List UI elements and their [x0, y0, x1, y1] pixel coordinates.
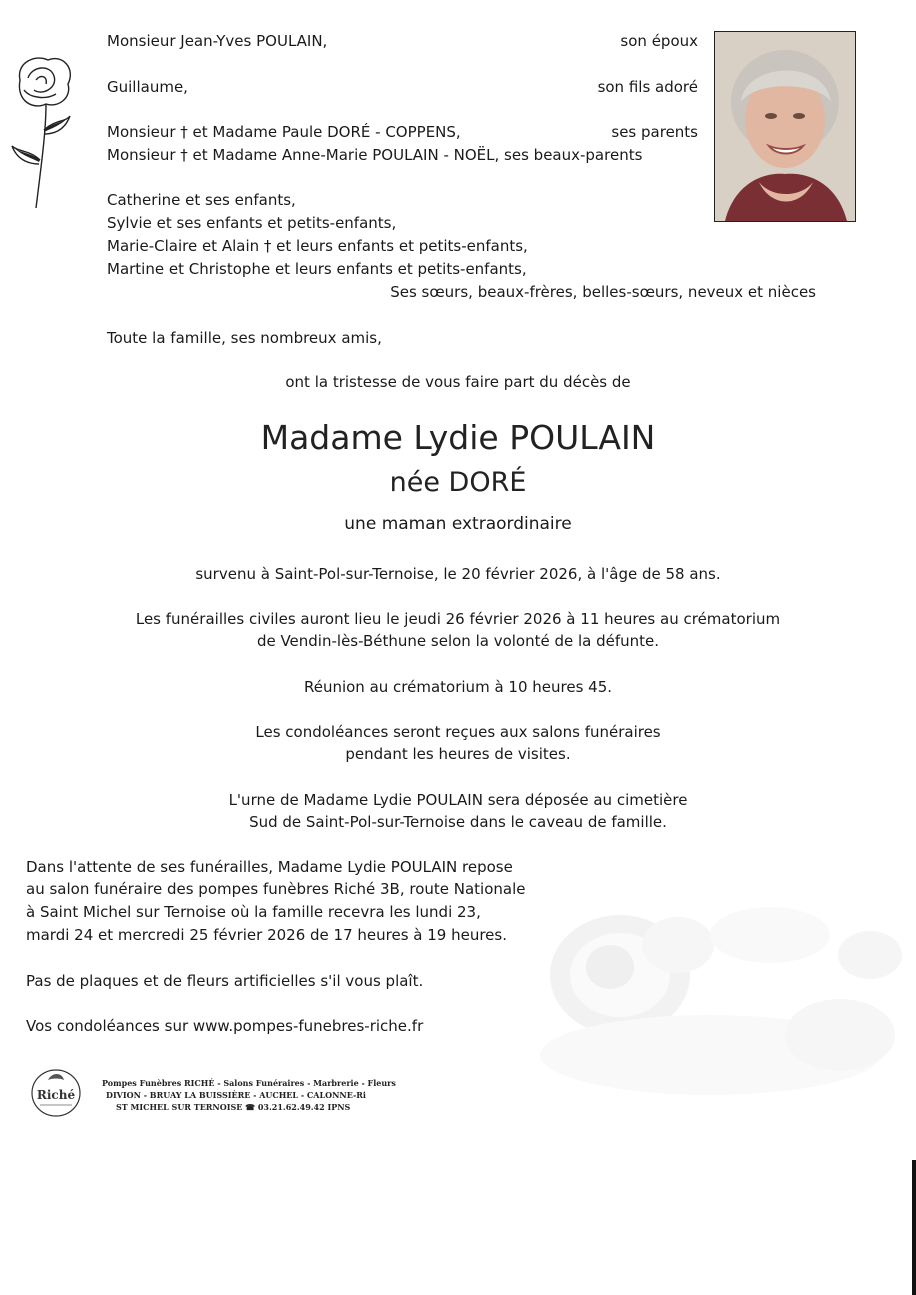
sibling-line: Sylvie et ses enfants et petits-enfants,	[107, 214, 397, 232]
sibling-line: Catherine et ses enfants,	[107, 191, 296, 209]
death-line: survenu à Saint-Pol-sur-Ternoise, le 20 février 2026, à l'âge de 58 ans.	[195, 565, 721, 583]
no-flowers-line: Pas de plaques et de fleurs artificielles s'il vous plaît.	[26, 972, 424, 990]
beaux-parents: Monsieur † et Madame Anne-Marie POULAIN - NOËL, ses beaux-parents	[107, 146, 643, 164]
faded-rose-decoration	[510, 905, 910, 1115]
epoux-name: Monsieur Jean-Yves POULAIN,	[107, 32, 328, 50]
visiting-line: Dans l'attente de ses funérailles, Madame Lydie POULAIN repose	[26, 858, 513, 876]
sibling-line: Martine et Christophe et leurs enfants et petits-enfants,	[107, 260, 527, 278]
fils-name: Guillaume,	[107, 78, 188, 96]
footer-line-3: ST MICHEL SUR TERNOISE ☎ 03.21.62.49.42 IPNS	[116, 1102, 351, 1112]
funeral-line-2: de Vendin-lès-Béthune selon la volonté de la défunte.	[256, 632, 660, 650]
sibling-line: Marie-Claire et Alain † et leurs enfants et petits-enfants,	[107, 237, 528, 255]
deceased-maiden-name: née DORÉ	[389, 467, 527, 498]
siblings-extra: Ses sœurs, beaux-frères, belles-sœurs, neveux et nièces	[390, 283, 816, 301]
urn-line-2: Sud de Saint-Pol-sur-Ternoise dans le caveau de famille.	[249, 813, 667, 831]
portrait-photo	[714, 31, 856, 222]
meeting-line: Réunion au crématorium à 10 heures 45.	[303, 678, 613, 696]
announce-line: ont la tristesse de vous faire part du décès de	[285, 373, 631, 391]
scan-edge-mark	[912, 1160, 916, 1295]
portrait-image	[715, 32, 855, 221]
tribute-line: une maman extraordinaire	[344, 514, 572, 534]
fils-role: son fils adoré	[597, 78, 698, 96]
website-line[interactable]: Vos condoléances sur www.pompes-funebres-riche.fr	[26, 1017, 424, 1035]
funeral-line-1: Les funérailles civiles auront lieu le jeudi 26 février 2026 à 11 heures au crématorium	[135, 610, 781, 628]
parents-name: Monsieur † et Madame Paule DORÉ - COPPENS,	[107, 123, 461, 141]
condolences-line-2: pendant les heures de visites.	[345, 745, 571, 763]
friends-line: Toute la famille, ses nombreux amis,	[107, 329, 382, 347]
epoux-role: son époux	[620, 32, 698, 50]
parents-role: ses parents	[611, 123, 698, 141]
rose-illustration	[6, 50, 78, 210]
urn-line-1: L'urne de Madame Lydie POULAIN sera déposée au cimetière	[228, 791, 688, 809]
condolences-line-1: Les condoléances seront reçues aux salons funéraires	[255, 723, 661, 741]
visiting-line: à Saint Michel sur Ternoise où la famille recevra les lundi 23,	[26, 903, 481, 921]
footer-line-2: DIVION - BRUAY LA BUISSIÈRE - AUCHEL - CALONNE-Ri	[106, 1090, 366, 1100]
logo-text: Riché	[36, 1088, 76, 1102]
riche-logo	[30, 1068, 82, 1118]
visiting-line: mardi 24 et mercredi 25 février 2026 de 17 heures à 19 heures.	[26, 926, 507, 944]
visiting-line: au salon funéraire des pompes funèbres Riché 3B, route Nationale	[26, 880, 526, 898]
footer-line-1: Pompes Funèbres RICHÉ - Salons Funéraires - Marbrerie - Fleurs	[102, 1078, 396, 1088]
deceased-name: Madame Lydie POULAIN	[260, 418, 656, 457]
